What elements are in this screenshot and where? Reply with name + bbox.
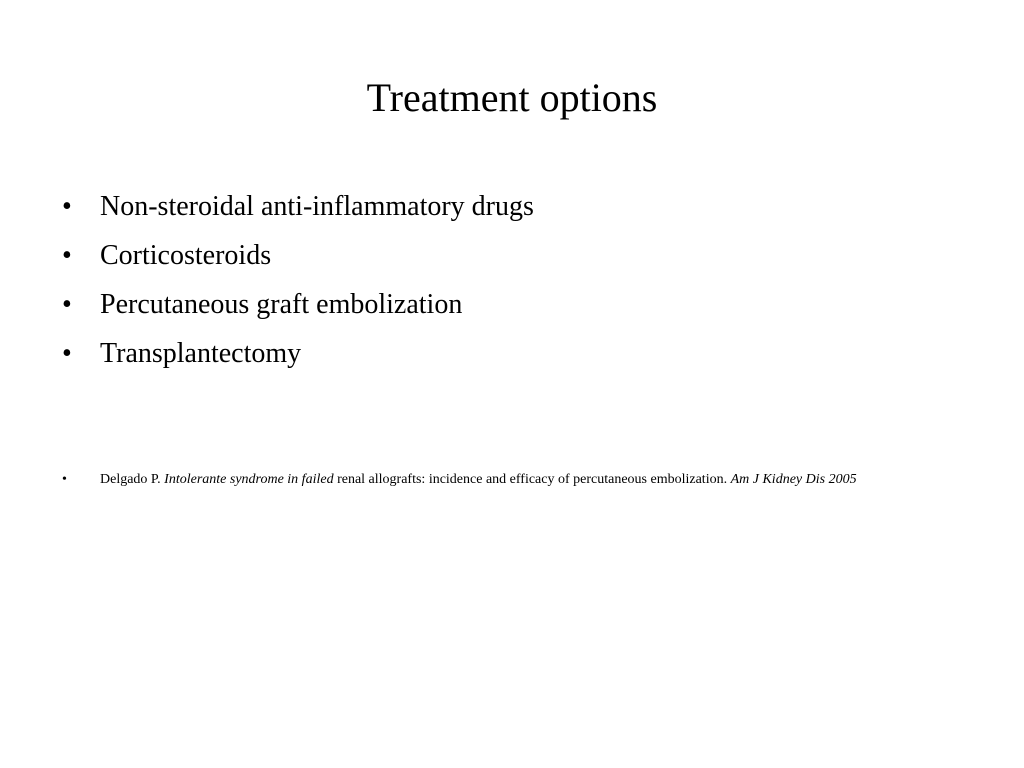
bullet-text: Corticosteroids (100, 240, 272, 271)
reference-title-rest: renal allografts: incidence and efficacy of percutaneous embolization. (333, 472, 731, 487)
bullet-item (62, 231, 962, 280)
reference-journal: Am J Kidney Dis 2005 (730, 472, 857, 487)
bullet-text: Transplantectomy (100, 338, 302, 369)
bullet-text: Percutaneous graft embolization (100, 289, 463, 320)
reference-author: Delgado P. (100, 472, 165, 487)
bullet-icon: • (62, 338, 72, 369)
bullet-icon: • (62, 191, 72, 222)
bullet-item (62, 182, 962, 231)
bullet-icon: • (62, 289, 72, 320)
bullet-icon: • (62, 472, 67, 487)
bullet-icon: • (62, 240, 72, 271)
bullet-item (62, 280, 962, 329)
slide-title: Treatment options (366, 75, 658, 120)
reference-citation (62, 469, 962, 490)
reference-title-italic: Intolerante syndrome in failed (164, 472, 334, 487)
bullet-list (62, 182, 962, 378)
bullet-text: Non-steroidal anti-inflammatory drugs (100, 191, 534, 222)
bullet-item (62, 329, 962, 378)
